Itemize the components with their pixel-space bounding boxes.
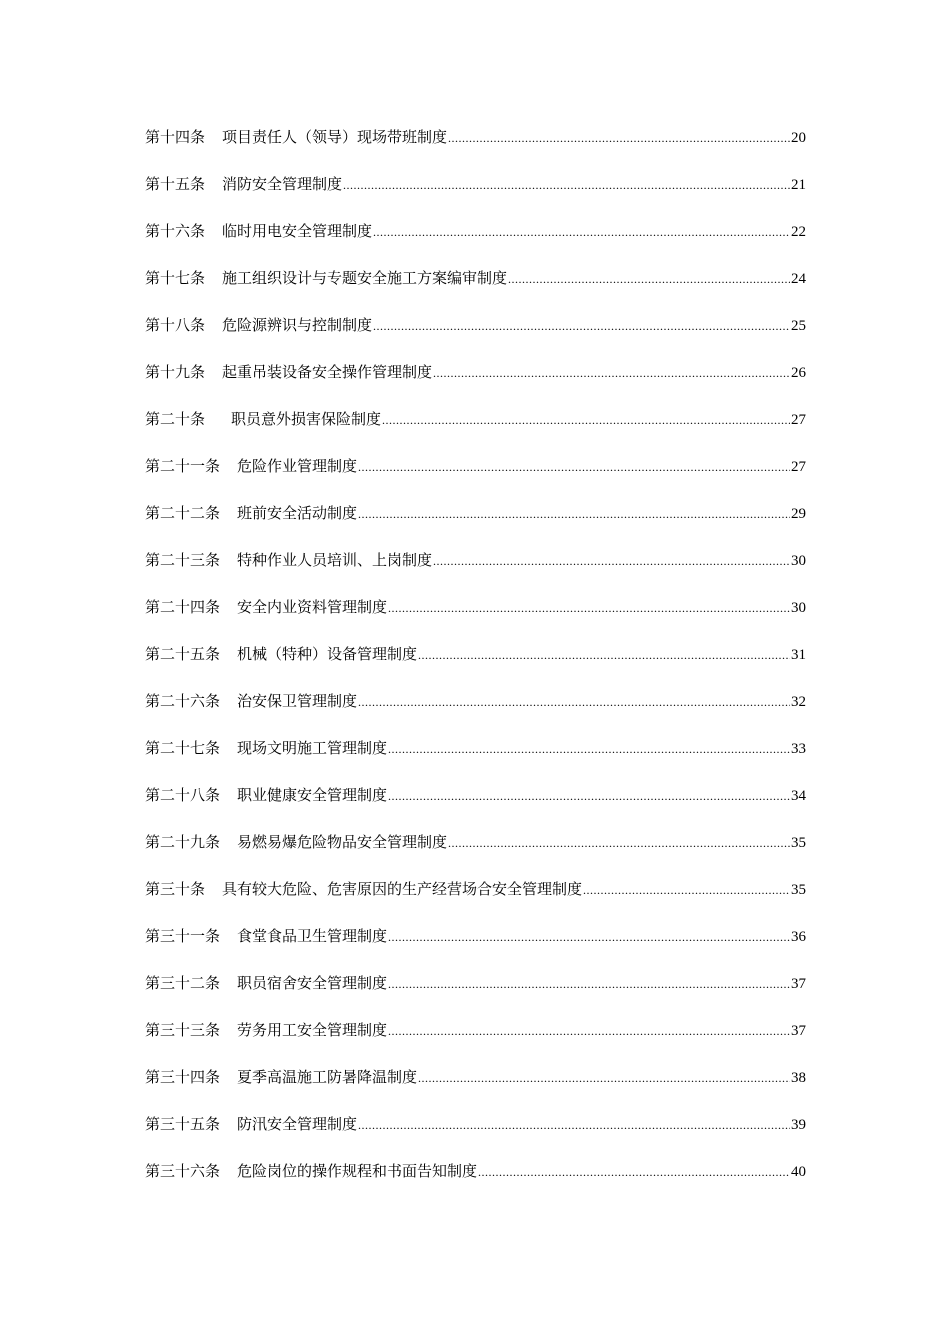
toc-entry[interactable] xyxy=(145,501,806,548)
toc-entry-number: 第十六条 xyxy=(145,222,206,240)
toc-entry-dot-leader xyxy=(358,690,790,714)
toc-entry-dot-leader xyxy=(382,408,790,432)
toc-entry-page-number: 24 xyxy=(791,271,806,287)
toc-entry-dot-leader xyxy=(358,502,790,526)
toc-entry-number: 第三十四条 xyxy=(145,1068,221,1086)
toc-entry-dot-leader xyxy=(508,267,790,291)
toc-entry-page-number: 20 xyxy=(791,130,806,146)
toc-entry-number: 第十四条 xyxy=(145,128,206,146)
toc-entry-page-number: 35 xyxy=(791,882,806,898)
toc-entry-number: 第十七条 xyxy=(145,269,206,287)
toc-entry-number: 第二十五条 xyxy=(145,645,221,663)
toc-entry-number: 第二十条 xyxy=(145,410,206,428)
toc-entry-number: 第十九条 xyxy=(145,363,206,381)
toc-entry-number: 第二十一条 xyxy=(145,457,221,475)
toc-entry-title: 防汛安全管理制度 xyxy=(237,1115,358,1133)
toc-entry-dot-leader xyxy=(343,173,790,197)
toc-entry[interactable] xyxy=(145,642,806,689)
toc-entry[interactable] xyxy=(145,595,806,642)
toc-entry-page-number: 29 xyxy=(791,506,806,522)
toc-entry-dot-leader xyxy=(388,925,790,949)
toc-entry-title: 安全内业资料管理制度 xyxy=(237,598,388,616)
toc-entry-title: 临时用电安全管理制度 xyxy=(222,222,373,240)
toc-entry[interactable] xyxy=(145,1159,806,1206)
toc-entry-number: 第十八条 xyxy=(145,316,206,334)
toc-entry[interactable] xyxy=(145,313,806,360)
toc-entry-dot-leader xyxy=(358,455,790,479)
toc-entry-page-number: 26 xyxy=(791,365,806,381)
toc-entry-title: 机械（特种）设备管理制度 xyxy=(237,645,418,663)
toc-entry-page-number: 27 xyxy=(791,412,806,428)
toc-entry-title: 职员意外损害保险制度 xyxy=(231,410,382,428)
toc-entry-title: 特种作业人员培训、上岗制度 xyxy=(237,551,433,569)
toc-entry-number: 第二十二条 xyxy=(145,504,221,522)
toc-entry-page-number: 33 xyxy=(791,741,806,757)
toc-entry-title: 具有较大危险、危害原因的生产经营场合安全管理制度 xyxy=(222,880,583,898)
toc-entry-dot-leader xyxy=(388,784,790,808)
toc-entry-dot-leader xyxy=(448,126,790,150)
toc-entry[interactable] xyxy=(145,689,806,736)
toc-entry-title: 现场文明施工管理制度 xyxy=(237,739,388,757)
toc-entry-number: 第二十七条 xyxy=(145,739,221,757)
toc-entry[interactable] xyxy=(145,219,806,266)
toc-entry-number: 第三十三条 xyxy=(145,1021,221,1039)
toc-entry-page-number: 30 xyxy=(791,553,806,569)
toc-entry[interactable] xyxy=(145,736,806,783)
toc-entry-dot-leader xyxy=(373,314,790,338)
toc-entry-dot-leader xyxy=(388,1019,790,1043)
toc-entry-number: 第二十四条 xyxy=(145,598,221,616)
toc-entry-dot-leader xyxy=(478,1160,790,1184)
toc-entry-title: 治安保卫管理制度 xyxy=(237,692,358,710)
toc-entry-page-number: 37 xyxy=(791,976,806,992)
toc-entry-dot-leader xyxy=(373,220,790,244)
toc-entry-title: 食堂食品卫生管理制度 xyxy=(237,927,388,945)
toc-entry-number: 第三十条 xyxy=(145,880,206,898)
toc-entry-title: 施工组织设计与专题安全施工方案编审制度 xyxy=(222,269,508,287)
toc-entry-page-number: 38 xyxy=(791,1070,806,1086)
toc-entry-page-number: 34 xyxy=(791,788,806,804)
toc-entry-number: 第二十六条 xyxy=(145,692,221,710)
toc-entry-title: 职业健康安全管理制度 xyxy=(237,786,388,804)
toc-entry[interactable] xyxy=(145,830,806,877)
toc-entry-title: 职员宿舍安全管理制度 xyxy=(237,974,388,992)
toc-entry[interactable] xyxy=(145,266,806,313)
toc-entry-dot-leader xyxy=(433,361,790,385)
toc-entry[interactable] xyxy=(145,360,806,407)
toc-entry[interactable] xyxy=(145,454,806,501)
toc-entry-page-number: 21 xyxy=(791,177,806,193)
toc-entry-number: 第三十一条 xyxy=(145,927,221,945)
toc-entry-title: 起重吊装设备安全操作管理制度 xyxy=(222,363,433,381)
toc-entry[interactable] xyxy=(145,783,806,830)
toc-entry-number: 第三十二条 xyxy=(145,974,221,992)
toc-entry-number: 第三十六条 xyxy=(145,1162,221,1180)
toc-entry-page-number: 39 xyxy=(791,1117,806,1133)
toc-entry-dot-leader xyxy=(388,596,790,620)
toc-entry-title: 易燃易爆危险物品安全管理制度 xyxy=(237,833,448,851)
toc-entry[interactable] xyxy=(145,1018,806,1065)
toc-entry-dot-leader xyxy=(388,737,790,761)
toc-entry-page-number: 37 xyxy=(791,1023,806,1039)
toc-entry-page-number: 31 xyxy=(791,647,806,663)
toc-entry-number: 第二十八条 xyxy=(145,786,221,804)
table-of-contents xyxy=(145,125,806,1206)
toc-entry-dot-leader xyxy=(418,1066,790,1090)
toc-entry-number: 第十五条 xyxy=(145,175,206,193)
toc-entry-title: 危险岗位的操作规程和书面告知制度 xyxy=(237,1162,478,1180)
toc-entry[interactable] xyxy=(145,1112,806,1159)
toc-entry-title: 项目责任人（领导）现场带班制度 xyxy=(222,128,448,146)
toc-entry-title: 消防安全管理制度 xyxy=(222,175,343,193)
toc-entry-page-number: 30 xyxy=(791,600,806,616)
toc-entry[interactable] xyxy=(145,971,806,1018)
toc-entry-page-number: 36 xyxy=(791,929,806,945)
toc-entry[interactable] xyxy=(145,125,806,172)
toc-entry-title: 班前安全活动制度 xyxy=(237,504,358,522)
toc-entry-dot-leader xyxy=(388,972,790,996)
toc-entry[interactable] xyxy=(145,172,806,219)
toc-entry-page-number: 22 xyxy=(791,224,806,240)
toc-entry-dot-leader xyxy=(448,831,790,855)
toc-entry-page-number: 40 xyxy=(791,1164,806,1180)
toc-entry-page-number: 32 xyxy=(791,694,806,710)
toc-entry[interactable] xyxy=(145,548,806,595)
toc-entry-number: 第三十五条 xyxy=(145,1115,221,1133)
toc-entry-title: 劳务用工安全管理制度 xyxy=(237,1021,388,1039)
toc-entry[interactable] xyxy=(145,877,806,924)
toc-entry-dot-leader xyxy=(418,643,790,667)
toc-entry-page-number: 27 xyxy=(791,459,806,475)
toc-entry[interactable] xyxy=(145,407,806,454)
toc-entry-dot-leader xyxy=(358,1113,790,1137)
toc-entry-number: 第二十三条 xyxy=(145,551,221,569)
toc-entry-dot-leader xyxy=(583,878,790,902)
toc-entry[interactable] xyxy=(145,924,806,971)
toc-entry-dot-leader xyxy=(433,549,790,573)
toc-entry-title: 危险源辨识与控制制度 xyxy=(222,316,373,334)
toc-entry-page-number: 25 xyxy=(791,318,806,334)
toc-entry-page-number: 35 xyxy=(791,835,806,851)
toc-entry-title: 危险作业管理制度 xyxy=(237,457,358,475)
toc-entry-number: 第二十九条 xyxy=(145,833,221,851)
toc-entry-title: 夏季高温施工防暑降温制度 xyxy=(237,1068,418,1086)
toc-entry[interactable] xyxy=(145,1065,806,1112)
